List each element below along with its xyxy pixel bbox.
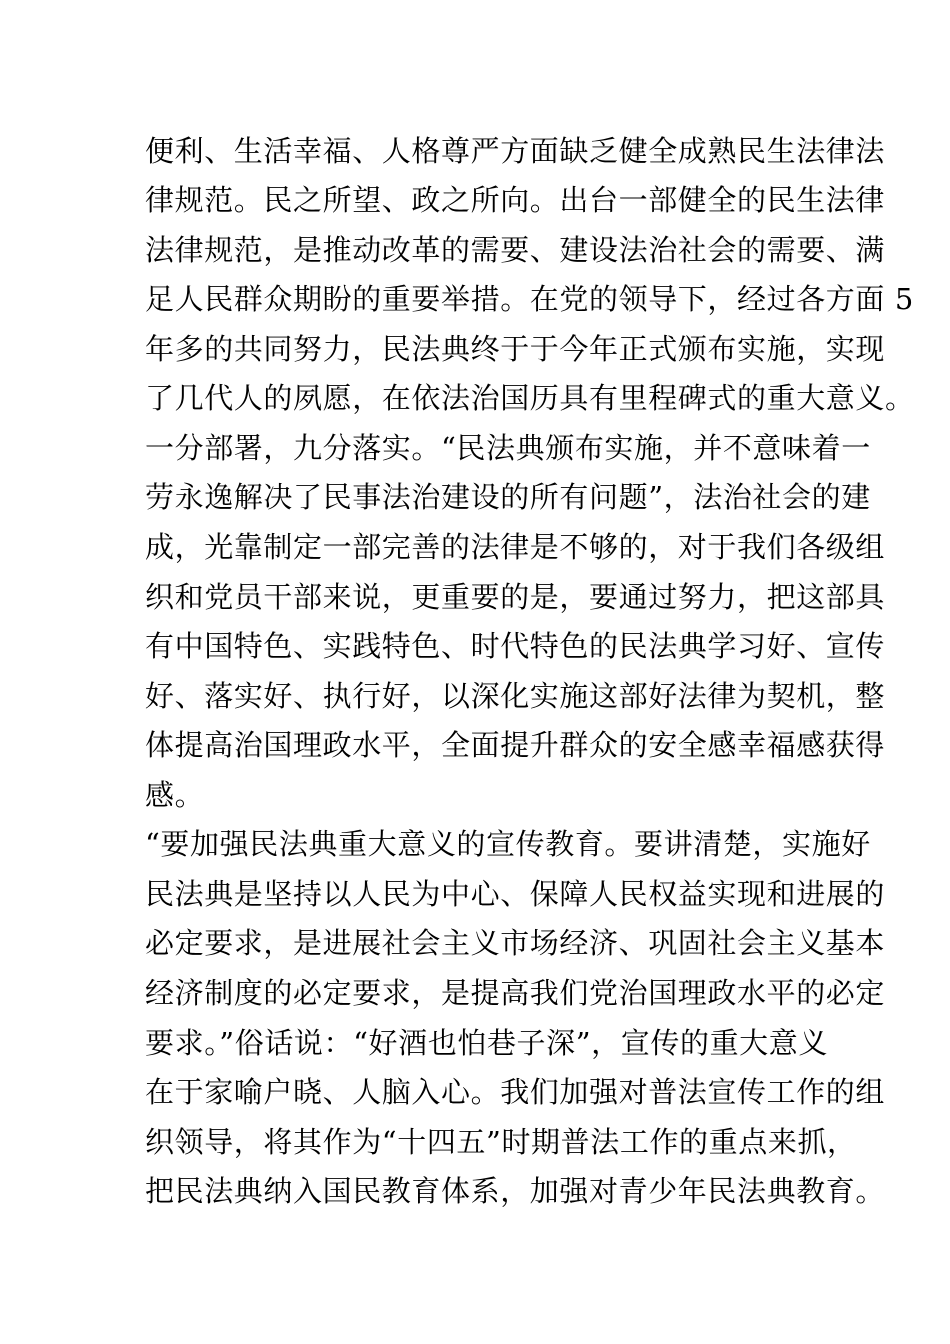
- text-line: 法律规范，是推动改革的需要、建设法治社会的需要、满: [145, 233, 886, 267]
- text-line: 民法典是坚持以人民为中心、保障人民权益实现和进展的: [145, 877, 886, 911]
- text-line: 把民法典纳入国民教育体系，加强对青少年民法典教育。: [145, 1174, 886, 1208]
- text-line: 必定要求，是进展社会主义市场经济、巩固社会主义基本: [145, 926, 886, 960]
- text-line: 要求。”俗话说：“好酒也怕巷子深”，宣传的重大意义: [145, 1026, 828, 1060]
- text-line: 经济制度的必定要求，是提高我们党治国理政水平的必定: [145, 976, 886, 1010]
- text-line: 体提高治国理政水平，全面提升群众的安全感幸福感获得: [145, 728, 886, 762]
- text-line: 一分部署，九分落实。“民法典颁布实施，并不意味着一: [145, 431, 871, 465]
- text-line: 有中国特色、实践特色、时代特色的民法典学习好、宣传: [145, 629, 886, 663]
- text-line: 在于家喻户晓、人脑入心。我们加强对普法宣传工作的组: [145, 1075, 886, 1109]
- text-line: 足人民群众期盼的重要举措。在党的领导下，经过各方面 5: [145, 282, 914, 316]
- text-line: 劳永逸解决了民事法治建设的所有问题”，法治社会的建: [145, 480, 871, 514]
- text-line: 律规范。民之所望、政之所向。出台一部健全的民生法律: [145, 183, 886, 217]
- text-line: 年多的共同努力，民法典终于于今年正式颁布实施，实现: [145, 332, 886, 366]
- text-line: “要加强民法典重大意义的宣传教育。要讲清楚，实施好: [145, 827, 871, 861]
- text-line: 了几代人的夙愿，在依法治国历具有里程碑式的重大意义。: [145, 381, 915, 415]
- text-line: 好、落实好、执行好，以深化实施这部好法律为契机，整: [145, 679, 886, 713]
- text-line: 织领导，将其作为“十四五”时期普法工作的重点来抓，: [145, 1125, 857, 1159]
- text-line: 便利、生活幸福、人格尊严方面缺乏健全成熟民生法律法: [145, 134, 886, 168]
- text-line: 感。: [145, 778, 205, 812]
- text-line: 织和党员干部来说，更重要的是，要通过努力，把这部具: [145, 580, 886, 614]
- text-line: 成，光靠制定一部完善的法律是不够的，对于我们各级组: [145, 530, 886, 564]
